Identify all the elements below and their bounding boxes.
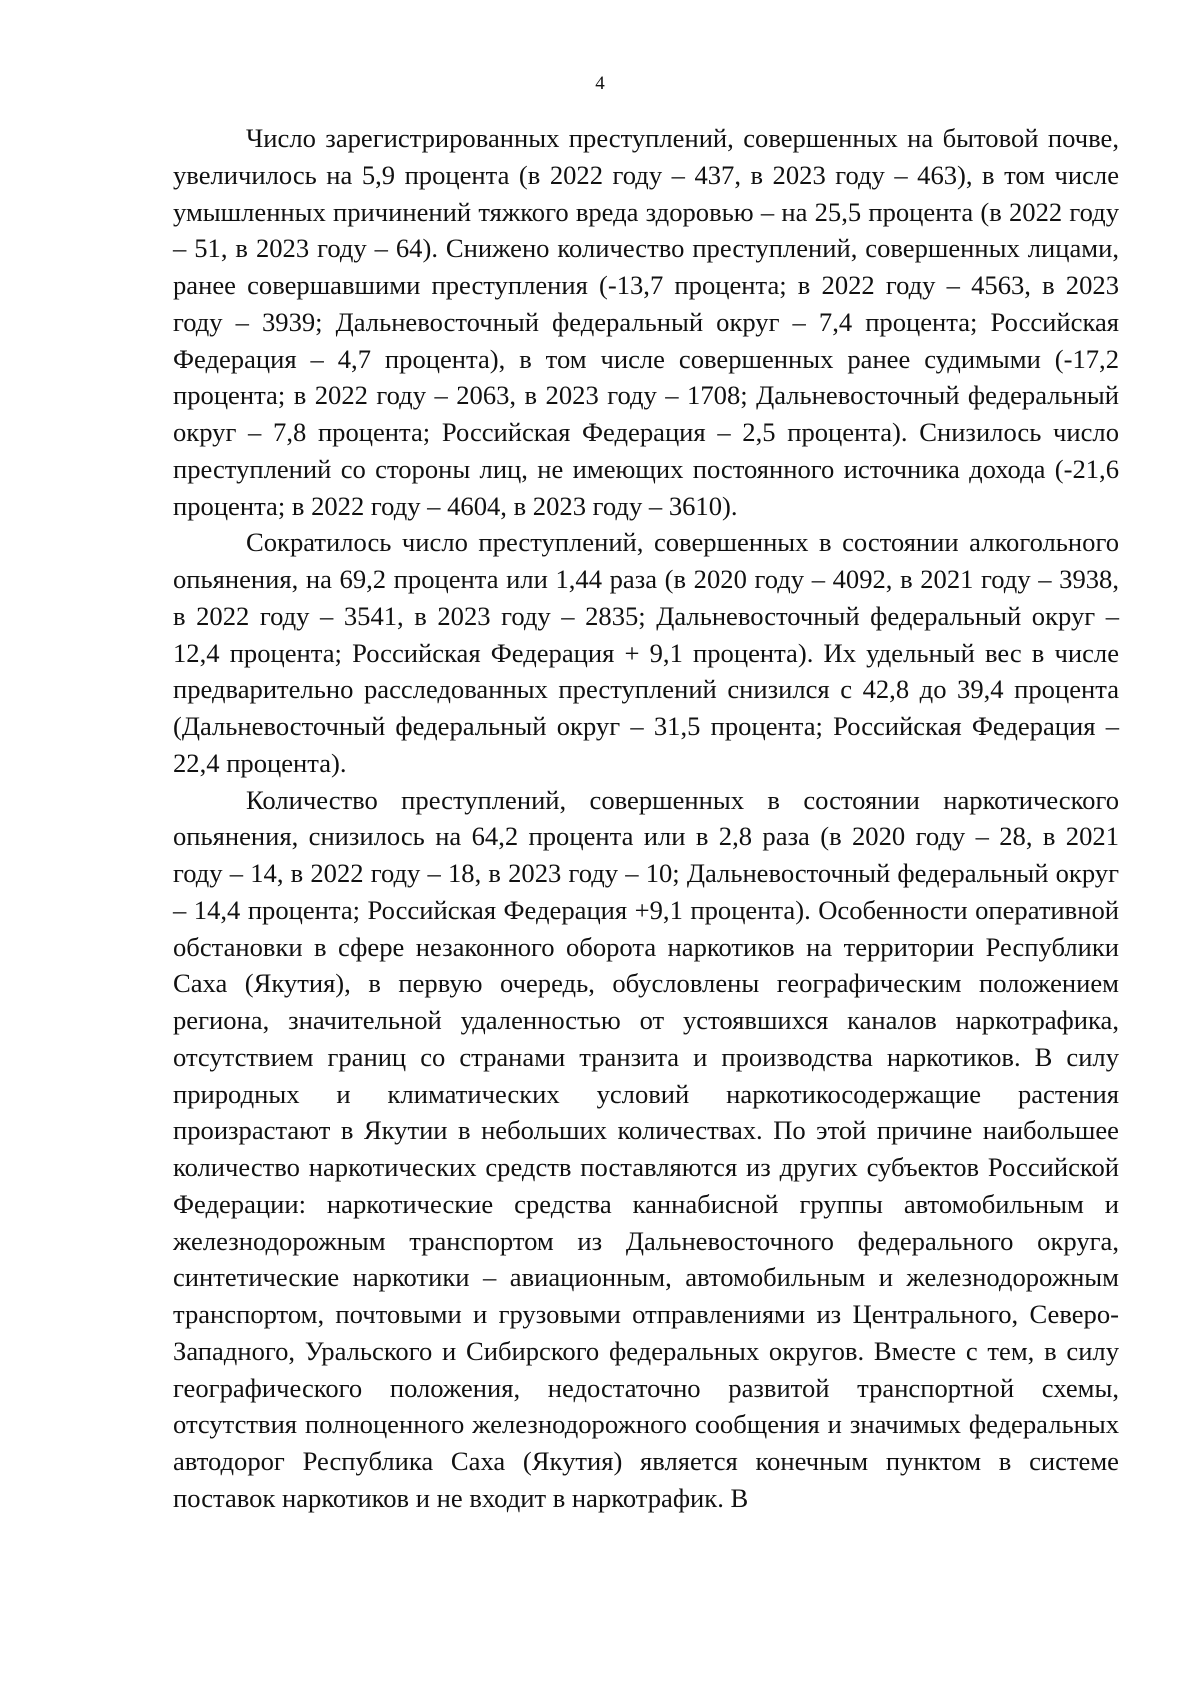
paragraph-drug-crimes: Количество преступлений, совершенных в состоянии наркотического опьянения, снизилось на 64,2 процента или в 2,8 раза (в 2020 году – 28, в 2021 году – 14, в 2022 году – 18, в 2023 году – 10; Дальневосточный федеральный округ – 14,4 процента; Российская Федерация +9,1 процента). Особенности оперативной обстановки в сфере незаконного оборота наркотиков на территории Республики Саха (Якутия), в первую очередь, обусловлены географическим положением региона, значительной удаленностью от устоявшихся каналов наркотрафика, отсутствием границ со странами транзита и производства наркотиков. В силу природных и климатических условий наркотикосодержащие растения произрастают в Якутии в небольших количествах. По этой причине наибольшее количество наркотических средств поставляются из других субъектов Российской Федерации: наркотические средства каннабисной группы автомобильным и железнодорожным транспортом из Дальневосточного федерального округа, синтетические наркотики – авиационным, автомобильным и железнодорожным транспортом, почтовыми и грузовыми отправлениями из Центрального, Северо-Западного, Уральского и Сибирского федеральных округов. Вместе с тем, в силу географического положения, недостаточно развитой транспортной схемы, отсутствия полноценного железнодорожного сообщения и значимых федеральных автодорог Республика Саха (Якутия) является конечным пунктом в системе поставок наркотиков и не входит в наркотрафик. В xyxy=(173,784,1119,1513)
paragraph-alcohol-crimes: Сократилось число преступлений, совершенных в состоянии алкогольного опьянения, на 69,2 процента или 1,44 раза (в 2020 году – 4092, в 2021 году – 3938, в 2022 году – 3541, в 2023 году – 2835; Дальневосточный федеральный округ – 12,4 процента; Российская Федерация + 9,1 процента). Их удельный вес в числе предварительно расследованных преступлений снизился с 42,8 до 39,4 процента (Дальневосточный федеральный округ – 31,5 процента; Российская Федерация – 22,4 процента). xyxy=(173,527,1119,778)
body-text xyxy=(173,120,1119,1517)
paragraph-domestic-crimes: Число зарегистрированных преступлений, совершенных на бытовой почве, увеличилось на 5,9 процента (в 2022 году – 437, в 2023 году – 463), в том числе умышленных причинений тяжкого вреда здоровью – на 25,5 процента (в 2022 году – 51, в 2023 году – 64). Снижено количество преступлений, совершенных лицами, ранее совершавшими преступления (-13,7 процента; в 2022 году – 4563, в 2023 году – 3939; Дальневосточный федеральный округ – 7,4 процента; Российская Федерация – 4,7 процента), в том числе совершенных ранее судимыми (-17,2 процента; в 2022 году – 2063, в 2023 году – 1708; Дальневосточный федеральный округ – 7,8 процента; Российская Федерация – 2,5 процента). Снизилось число преступлений со стороны лиц, не имеющих постоянного источника дохода (-21,6 процента; в 2022 году – 4604, в 2023 году – 3610). xyxy=(173,123,1119,521)
page-number: 4 xyxy=(595,73,605,94)
